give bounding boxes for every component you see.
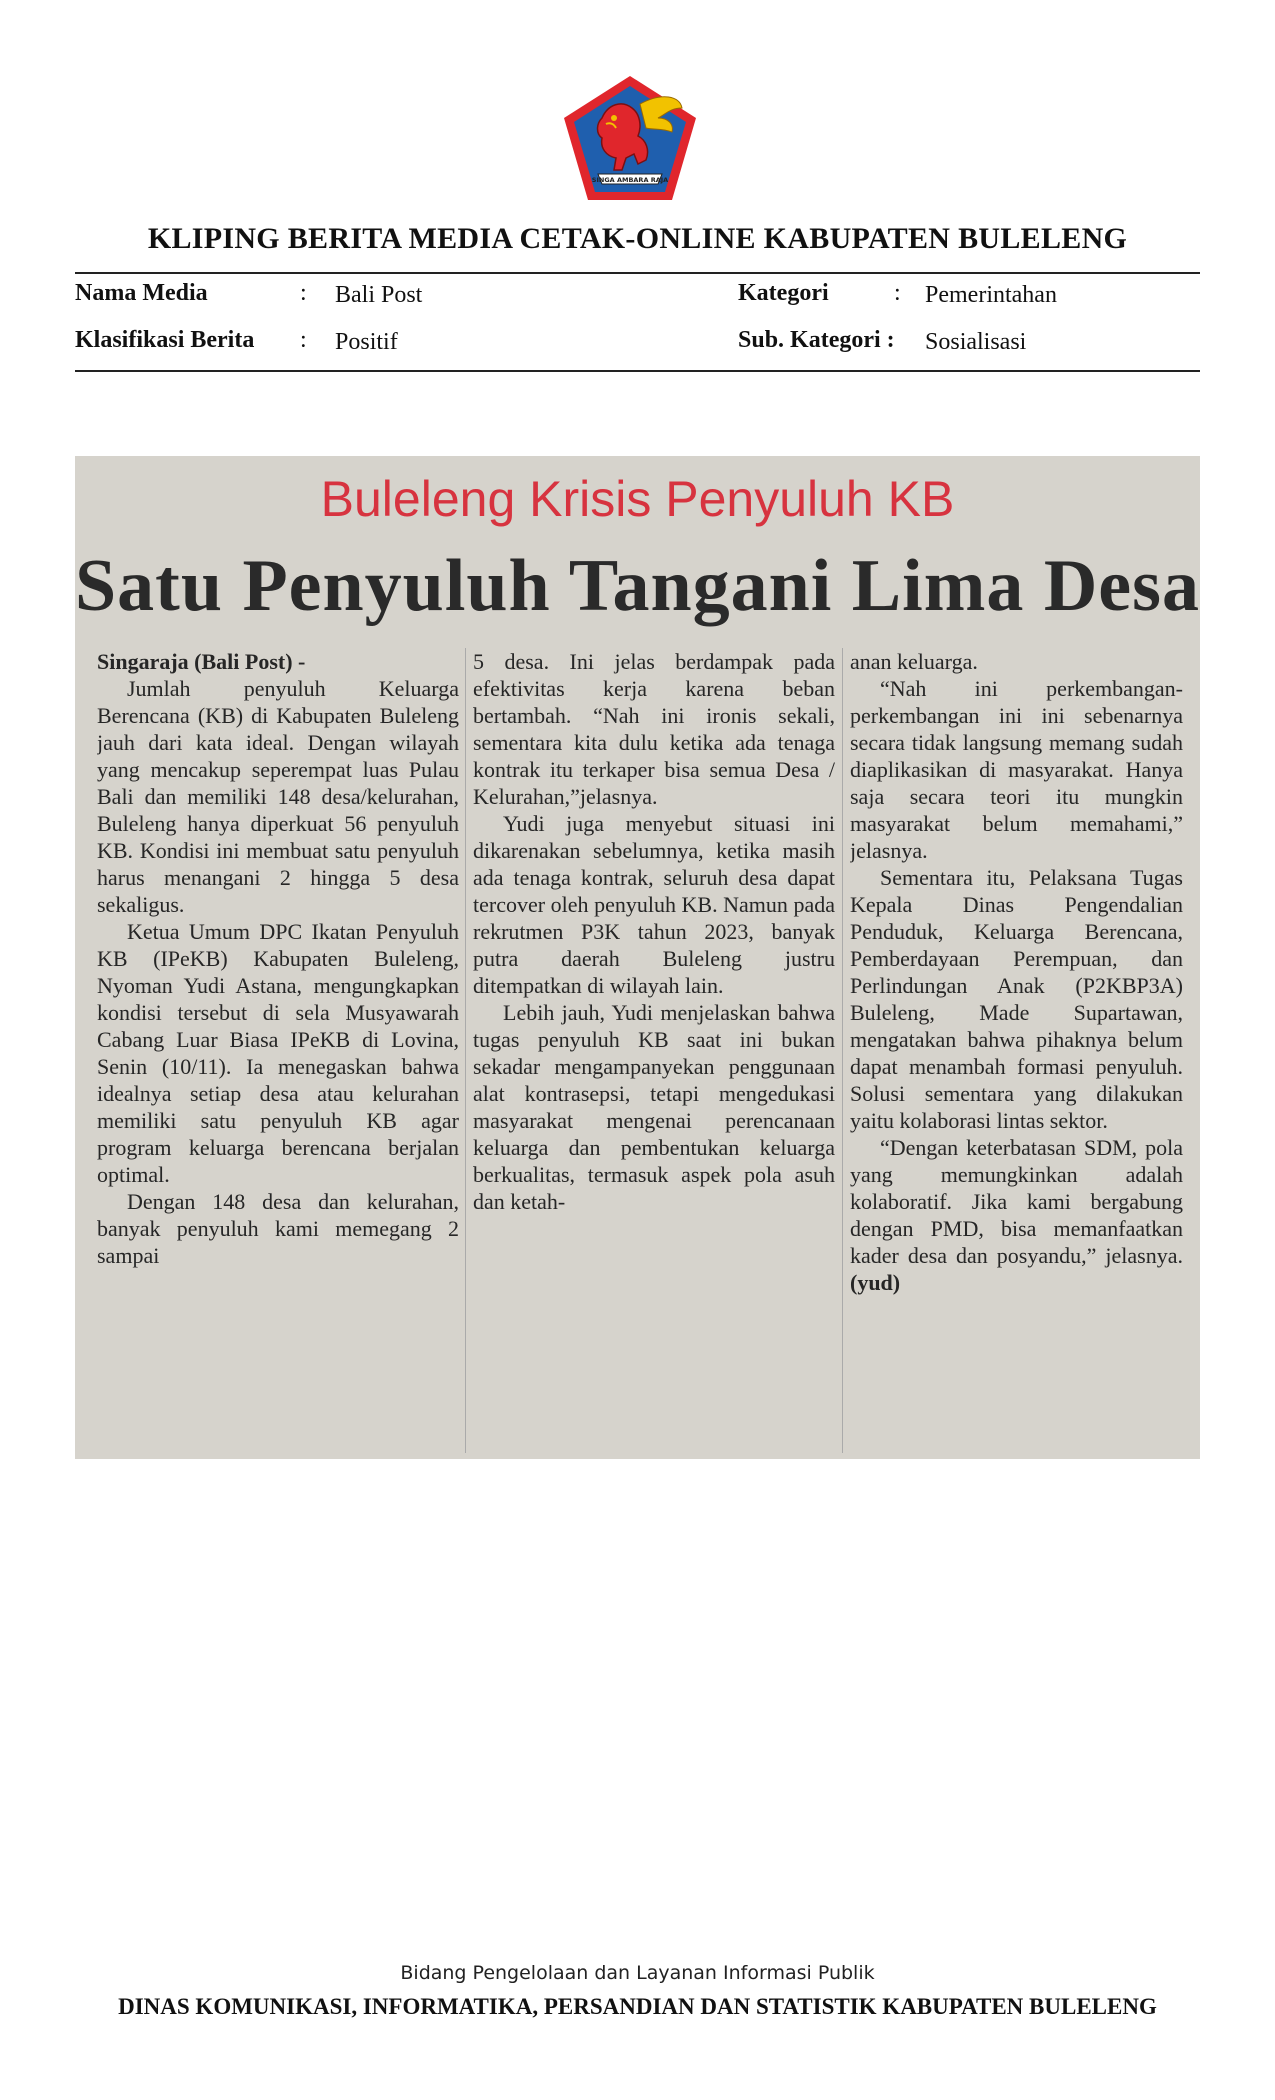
- media-name-row: [75, 280, 208, 307]
- col2-paragraph-1: 5 desa. Ini jelas berdampak pada efektivitas kerja karena beban bertambah. “Nah ini ironis sekali, sementara kita dulu ketika ada tenaga kontrak itu terkaper bisa semua Desa / Kelurahan,”jelasnya.: [473, 649, 835, 809]
- article-dateline: Singaraja (Bali Post) -: [97, 649, 306, 674]
- col1-paragraph-3: Dengan 148 desa dan kelurahan, banyak penyuluh kami memegang 2 sampai: [97, 1189, 459, 1268]
- col2-paragraph-3: Lebih jauh, Yudi menjelaskan bahwa tugas penyuluh KB saat ini bukan sekadar mengampanyekan penggunaan alat kontrasepsi, tetapi mengedukasi masyarakat mengenai perencanaan keluarga dan pembentukan keluarga berkualitas, termasuk aspek pola asuh dan ketah-: [473, 1000, 835, 1214]
- article-headline: Satu Penyuluh Tangani Lima Desa: [75, 545, 1200, 627]
- media-name-separator: :: [300, 280, 307, 306]
- col3-paragraph-4-text: “Dengan keterbatasan SDM, pola yang memungkinkan adalah kolaboratif. Jika kami bergabung dengan PMD, bisa memanfaatkan kader desa dan posyandu,” jelasnya.: [850, 1135, 1183, 1268]
- category-label: Kategori: [738, 280, 829, 306]
- classification-separator: :: [300, 327, 307, 353]
- footer-division: Bidang Pengelolaan dan Layanan Informasi Publik: [400, 1962, 875, 1984]
- singa-ambara-raja-emblem-icon: [562, 74, 698, 202]
- col3-paragraph-1: anan keluarga.: [850, 649, 978, 674]
- column-divider: [465, 648, 466, 1453]
- subcategory-label: Sub. Kategori :: [738, 327, 895, 353]
- col1-paragraph-1: Jumlah penyuluh Keluarga Berencana (KB) di Kabupaten Buleleng jauh dari kata ideal. Dengan wilayah yang mencakup seperempat luas Pulau Bali dan memiliki 148 desa/kelurahan, Buleleng hanya diperkuat 56 penyuluh KB. Kondisi ini membuat satu penyuluh harus menangani 2 hingga 5 desa sekaligus.: [97, 676, 459, 917]
- article-signature: (yud): [850, 1270, 901, 1295]
- category-row: [738, 280, 829, 307]
- category-separator: :: [894, 280, 901, 306]
- article-column-3: [850, 648, 1183, 1448]
- article-column-2: [473, 648, 835, 1448]
- classification-row: [75, 327, 254, 354]
- page-title: KLIPING BERITA MEDIA CETAK-ONLINE KABUPATEN BULELENG: [147, 222, 1128, 255]
- category-value: Pemerintahan: [925, 282, 1057, 308]
- article-column-1: [97, 648, 459, 1448]
- col2-paragraph-2: Yudi juga menyebut situasi ini dikarenakan sebelumnya, ketika masih ada tenaga kontrak, seluruh desa dapat tercover oleh penyuluh KB. Namun pada rekrutmen P3K tahun 2023, banyak putra daerah Buleleng justru ditempatkan di wilayah lain.: [473, 811, 835, 998]
- col3-paragraph-3: Sementara itu, Pelaksana Tugas Kepala Dinas Pengendalian Penduduk, Keluarga Berencana, Pemberdayaan Perempuan, dan Perlindungan Anak (P2KBP3A) Buleleng, Made Supartawan, mengatakan bahwa pihaknya belum dapat menambah formasi penyuluh. Solusi sementara yang dilakukan yaitu kolaborasi lintas sektor.: [850, 865, 1183, 1133]
- subcategory-row: [738, 327, 895, 354]
- emblem-motto: SINGA AMBARA RAJA: [591, 176, 669, 184]
- classification-label: Klasifikasi Berita: [75, 327, 255, 353]
- media-name-label: Nama Media: [75, 280, 208, 306]
- header-top-rule: [75, 272, 1200, 274]
- col1-paragraph-2: Ketua Umum DPC Ikatan Penyuluh KB (IPeKB) Kabupaten Buleleng, Nyoman Yudi Astana, mengungkapkan kondisi tersebut di sela Musyawarah Cabang Luar Biasa IPeKB di Lovina, Senin (10/11). Ia menegaskan bahwa idealnya setiap desa atau kelurahan memiliki satu penyuluh KB agar program keluarga berencana berjalan optimal.: [97, 919, 459, 1187]
- header-bottom-rule: [75, 370, 1200, 372]
- news-clipping: [75, 456, 1200, 1459]
- col3-paragraph-2: “Nah ini perkembangan-perkembangan ini ini sebenarnya secara tidak langsung memang sudah diaplikasikan di masyarakat. Hanya saja secara teori itu mungkin masyarakat belum memahami,” jelasnya.: [850, 676, 1183, 863]
- column-divider: [842, 648, 843, 1453]
- col3-paragraph-4: [850, 1134, 1183, 1296]
- classification-value: Positif: [335, 329, 398, 355]
- subcategory-value: Sosialisasi: [925, 329, 1027, 355]
- article-kicker: Buleleng Krisis Penyuluh KB: [320, 471, 955, 527]
- footer-agency: DINAS KOMUNIKASI, INFORMATIKA, PERSANDIAN DAN STATISTIK KABUPATEN BULELENG: [118, 1994, 1157, 2019]
- media-name-value: Bali Post: [335, 282, 423, 308]
